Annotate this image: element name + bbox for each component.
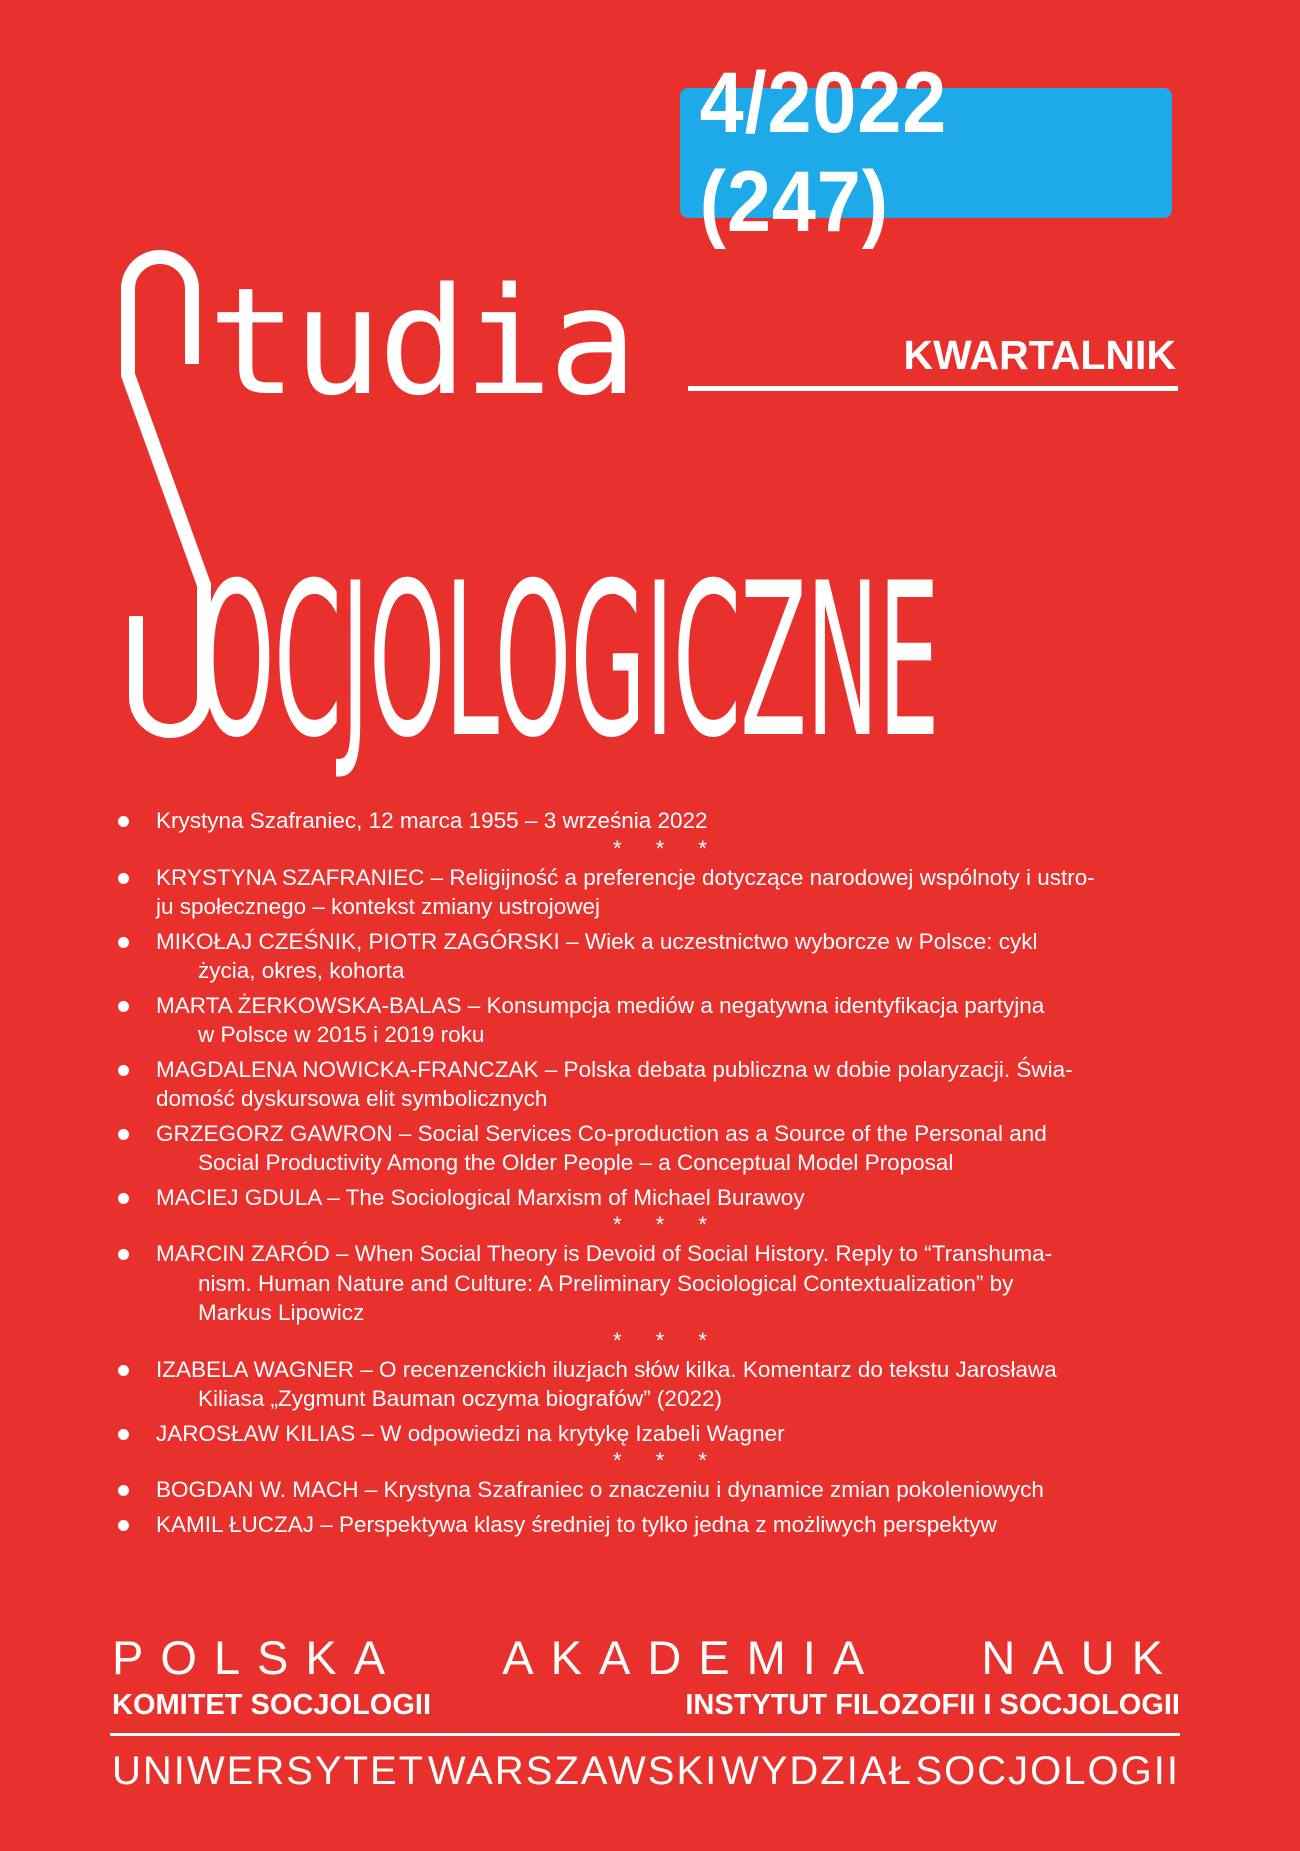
title-socjologiczne: OCJOLOGICZNE [198, 537, 939, 784]
bullet-icon [118, 937, 129, 948]
footer-instytut: INSTYTUT FILOZOFII I SOCJOLOGII [685, 1689, 1180, 1721]
toc-entry-title: MACIEJ GDULA – The Sociological Marxism of Michael Burawoy [156, 1184, 805, 1210]
bullet-icon [118, 1365, 129, 1376]
toc-entry-title: MARTA ŻERKOWSKA-BALAS – Konsumpcja mediów a negatywna identyfikacja partyjna [156, 992, 1045, 1018]
footer-uw-word: UNIWERSYTET [112, 1749, 426, 1793]
bullet-icon [118, 1001, 129, 1012]
subtitle-kwartalnik: KWARTALNIK [903, 332, 1176, 378]
toc-entry-title: GRZEGORZ GAWRON – Social Services Co-production as a Source of the Personal and [156, 1120, 1047, 1146]
footer-uw [112, 1749, 1180, 1794]
bullet-icon [118, 1429, 129, 1440]
footer-pan [112, 1630, 1180, 1685]
issue-badge [680, 55, 1172, 250]
footer-uw-word: WYDZIAŁ [720, 1749, 913, 1793]
footer-pan-word: NAUK [981, 1631, 1180, 1684]
footer-uw-word: WARSZAWSKI [427, 1749, 719, 1793]
toc-entry [112, 927, 1172, 986]
footer-komitet: KOMITET SOCJOLOGII [112, 1689, 432, 1721]
toc-entry [112, 1239, 1172, 1328]
toc-entry-continuation: w Polsce w 2015 i 2019 roku [198, 1022, 485, 1047]
title-underline [688, 386, 1178, 391]
footer-committees [112, 1689, 1180, 1722]
toc-entry-title: Krystyna Szafraniec, 12 marca 1955 – 3 września 2022 [156, 808, 708, 833]
section-separator: * * * [613, 835, 721, 861]
toc-entry-continuation: domość dyskursowa elit symbolicznych [156, 1086, 548, 1111]
bullet-icon [118, 1193, 129, 1204]
toc-entry [112, 1183, 1172, 1213]
section-separator: * * * [613, 1448, 721, 1473]
toc-entry [112, 1355, 1172, 1414]
section-separator: * * * [613, 1327, 721, 1353]
toc-entry-title: KAMIL ŁUCZAJ – Perspektywa klasy średniej to tylko jedna z możliwych perspektyw [156, 1511, 997, 1537]
footer-uw-word: SOCJOLOGII [915, 1749, 1180, 1793]
toc-entry-title: IZABELA WAGNER – O recenzenckich iluzjach słów kilka. Komentarz do tekstu Jarosława [156, 1356, 1057, 1382]
toc-entry-continuation: ju społecznego – kontekst zmiany ustrojowej [156, 894, 600, 919]
toc-entry-continuation: nism. Human Nature and Culture: A Preliminary Sociological Contextualization” by [198, 1270, 1014, 1296]
toc-entry [112, 806, 1172, 836]
toc-entry-title: MIKOŁAJ CZEŚNIK, PIOTR ZAGÓRSKI – Wiek a uczestnictwo wyborcze w Polsce: cykl [156, 928, 1038, 954]
toc-entry-continuation: Social Productivity Among the Older People – a Conceptual Model Proposal [198, 1150, 954, 1175]
toc-entry [112, 1510, 1172, 1540]
toc-entry-continuation: Markus Lipowicz [198, 1300, 365, 1325]
toc-entry [112, 1475, 1172, 1505]
toc-entry [112, 1119, 1172, 1178]
toc-entry-continuation: życia, okres, kohorta [198, 958, 405, 983]
table-of-contents [112, 806, 1172, 1539]
toc-entry-title: MARCIN ZARÓD – When Social Theory is Devoid of Social History. Reply to “Transhuma- [156, 1241, 1053, 1266]
bullet-icon [118, 1249, 129, 1260]
footer-divider [110, 1733, 1180, 1736]
bullet-icon [118, 1520, 129, 1531]
toc-entry-title: MAGDALENA NOWICKA-FRANCZAK – Polska debata publiczna w dobie polaryzacji. Świa- [156, 1056, 1073, 1082]
issue-number: 4/2022 (247) [699, 55, 948, 250]
section-separator: * * * [613, 1212, 721, 1237]
toc-entry-title: BOGDAN W. MACH – Krystyna Szafraniec o znaczeniu i dynamice zmian pokoleniowych [156, 1477, 1044, 1502]
bullet-icon [118, 816, 129, 827]
toc-entry-title: JAROSŁAW KILIAS – W odpowiedzi na krytykę Izabeli Wagner [156, 1420, 785, 1446]
bullet-icon [118, 1485, 129, 1496]
toc-entry-continuation: Kiliasa „Zygmunt Bauman oczyma biografów” (2022) [198, 1386, 722, 1411]
bullet-icon [118, 873, 129, 884]
toc-entry [112, 991, 1172, 1050]
footer-pan-word: POLSKA [112, 1631, 403, 1684]
toc-entry [112, 1419, 1172, 1449]
bullet-icon [118, 1065, 129, 1076]
title-studia: tudia [208, 256, 634, 428]
footer-pan-word: AKADEMIA [502, 1631, 882, 1684]
toc-entry [112, 1055, 1172, 1114]
bullet-icon [118, 1129, 129, 1140]
toc-entry [112, 863, 1172, 922]
toc-entry-title: KRYSTYNA SZAFRANIEC – Religijność a preferencje dotyczące narodowej wspólnoty i ustro- [156, 864, 1095, 890]
